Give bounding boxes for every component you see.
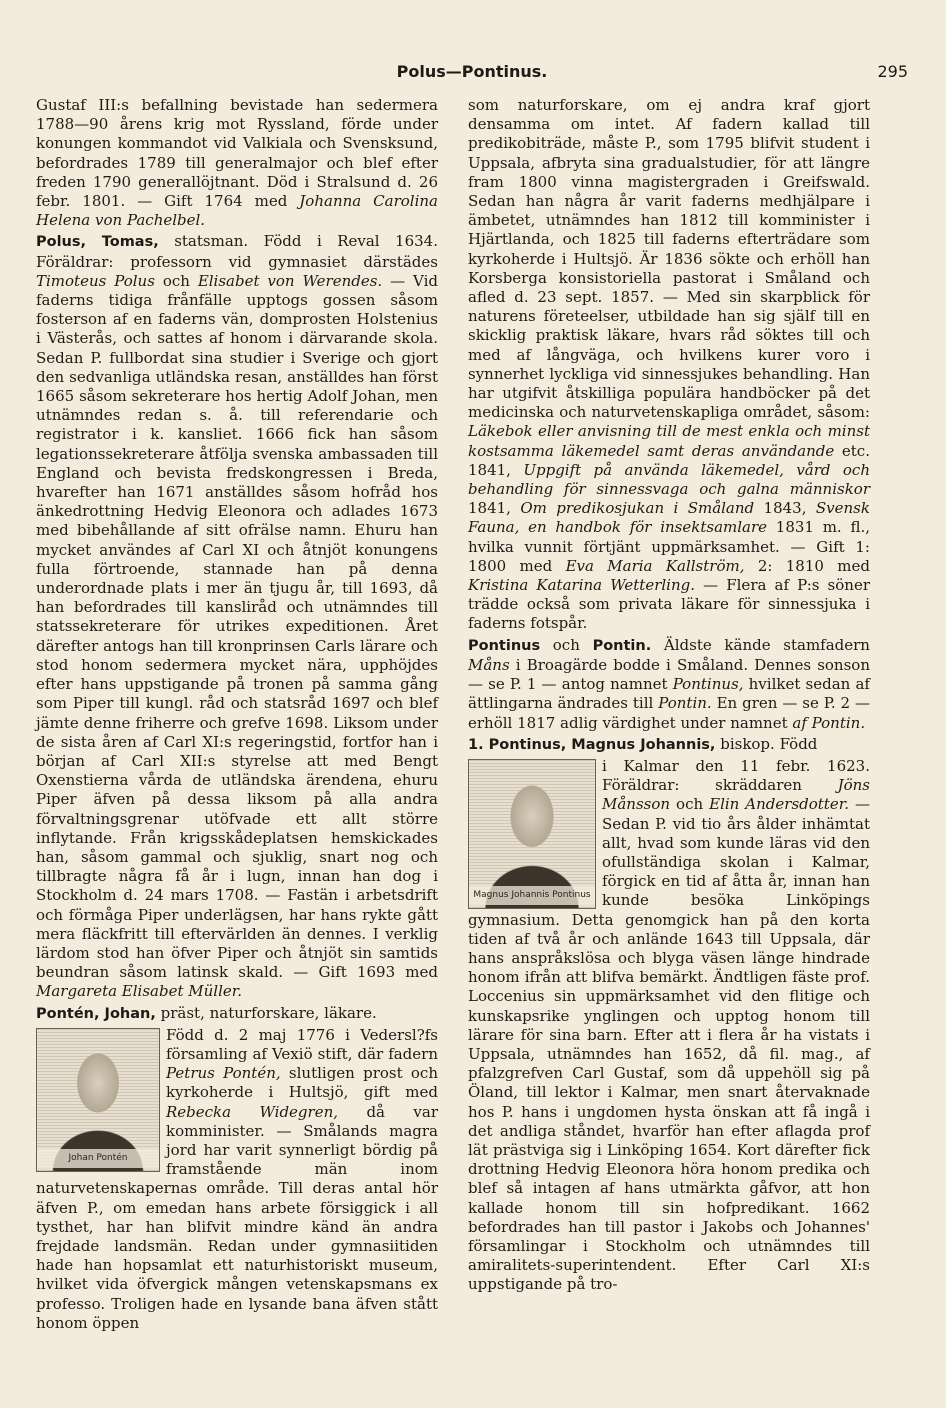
text-run: 1831 m. fl., hvilka vunnit förtjänt uppmärksamhet. — Gift 1: 1800 med (468, 518, 870, 575)
left-column (36, 96, 438, 1333)
text-run: 2: 1810 med (757, 556, 870, 575)
running-title: Polus—Pontinus. (396, 62, 548, 81)
text-run: hvilket sedan af ättlingarna ändrades till (468, 675, 870, 713)
name-italic: Jöns Månsson (602, 776, 870, 814)
name-italic: af Pontin. (792, 713, 866, 732)
entry-magnus-body (468, 757, 870, 1295)
entry-heading-tail: statsman. Född i Reval 1634. (174, 232, 438, 251)
text-run: och (162, 271, 190, 290)
entry-heading: Pontén, Johan, (36, 1005, 156, 1022)
text-run: och (676, 795, 704, 814)
entry-heading: Polus, Tomas, (36, 234, 159, 251)
name-italic: Elin Andersdotter. (709, 795, 850, 814)
portrait-image (36, 1028, 160, 1172)
name-italic: Timoteus Polus (36, 271, 155, 290)
text-run: Född d. 2 maj 1776 i Vedersl?fs församling af Vexiö stift, där fadern (166, 1025, 438, 1063)
entry-heading-tail: biskop. Född (720, 734, 818, 753)
name-italic: Pontin. (658, 694, 712, 713)
text-run: i Kalmar den 11 febr. 1623. Föräldrar: skräddaren (602, 756, 870, 795)
entry-polus (36, 232, 438, 1001)
running-head (36, 62, 908, 88)
entry-ponten-continued (468, 96, 870, 634)
text-run: — Sedan P. vid tio års ålder inhämtat allt, hvad som kunde läras vid den ofullständiga skolan i Kalmar, förgick en tid af åtta år, innan han kunde besöka Linköpings gymnasium. Detta genomgick han på den korta tiden af två år och anlände 1643 till Uppsala, där hans anspråkslösa och blyga väsen länge hindrade honom ifrån att blifva bemärkt. Ändtligen fäste prof. Loccenius sin uppmärksamhet vid den flitige och kunskapsrike ynglingen och upptog honom till lärare för sina barn. Efter att i flera år ha vistats i Uppsala, utnämndes han 1652, då fil. mag., af pfalzgrefven Carl Gustaf, som då uppehöll sig på Öland, till lektor i Kalmar, men snart återvaknade hos P. hans i ungdomen hysta önskan att få ingå i det andliga ståndet, hvarför han efter aflagda prof lät prästviga sig i Linköping 1654. Kort därefter fick drottning Hedvig Eleonora höra honom predika och blef så intagen af hans utmärkta gåfvor, att hon kallade honom till sin hofpredikant. 1662 befordrades han till pastor i Jakobs och Johannes' församlingar i Stockholm och utnämndes till amiralitets-superintendent. Efter Carl XI:s uppstigande på tro- (468, 795, 870, 1294)
entry-family (468, 636, 870, 733)
name-italic: Kristina Katarina Wetterling. (468, 576, 696, 595)
name-italic: Johanna Carolina Helena von Pachelbel. (36, 192, 438, 230)
text-run: som naturforskare, om ej andra kraf gjort densamma om intet. Af fadern kallad till predikobiträde, måste P., som 1795 blifvit student i Uppsala, afbryta sina gradualstudier, för att längre fram 1800 vinna magistergraden i Greifswald. Sedan han några år varit faderns medhjälpare i ämbetet, utnämndes han 1812 till komminister i Hjärtlanda, och 1825 till faderns efterträdare som kyrkoherde i Hultsjö. Är 1836 sökte och erhöll han Korsberga konsistoriella pastorat i Småland och afled d. 23 sept. 1857. — Med sin skarpblick för naturens företeelser, utbildade han sig själf till en skicklig praktisk läkare, hvars råd söktes till och med af långväga, och hvilkens kurer voro i synnerhet lyckliga vid sinnessjukes behandling. Han har utgifvit åtskilliga populära handböcker på det medicinska och naturvetenskapliga området, såsom: (468, 96, 870, 422)
text-run: etc. 1841, (468, 441, 870, 479)
portrait-caption: Magnus Johannis Pontinus (469, 886, 595, 905)
text-run: och (552, 635, 580, 654)
book-title: Uppgift på använda läkemedel, vård och behandling för sinnessvaga och galna människor (468, 460, 870, 499)
text-run: — Vid faderns tidiga frånfälle upptogs gossen såsom fosterson af en faderns vän, domprosten Holstenius i Västerås, och sattes af honom i därvarande skola. Sedan P. fullbordat sina studier i Sverige och gjort den sedvanliga utländska resan, anställdes han först 1665 såsom sekreterare hos hertig Adolf Johan, men utnämndes redan s. å. till referendarie och registrator i k. kansliet. 1666 fick han såsom legationssekreterare åtfölja svenska ambassaden till England och bevista fredskongressen i Breda, hvarefter han 1671 anställdes såsom hofråd hos änkedrottning Hedvig Eleonora och adlades 1673 med bibehållande af sitt ofrälse namn. Ehuru han mycket användes af Carl XI och åtnjöt konungens fulla förtroende, stannade han på denna underordnade plats i mer än tjugu år, till 1693, då han befordrades till kansliråd och utnämndes till statssekreterare för utrikes expeditionen. Året därefter antogs han till kronprinsen Carls lärare och stod honom sedermera mycket nära, upphöjdes efter hans uppstigande på tronen på samma gång som Piper till kungl. råd och statsråd 1697 och blef jämte denne friherre och grefve 1698. Liksom under de sista åren af Carl XI:s regeringstid, fortfor han i början af Carl XII:s styrelse att med Bengt Oxenstierna vårda de utländska ärendena, ehuru Piper äfven på dessa liksom på alla andra förvaltningsgrenar utöfvade ett allt större inflytande. Från krigsskådeplatsen hemskickades han, såsom gammal och sjuklig, snart nog och tillbragte några få år i lugn, innan han dog i Stockholm d. 24 mars 1708. — Fastän i arbetsdrift och förmåga Piper underlägsen, har hans rykte gått mera fläckfritt till eftervärlden än dennes. I verklig lärdom stod han öfver Piper och åtnjöt sin samtids beundran såsom latinsk skald. — Gift 1693 med (36, 271, 438, 982)
entry-magnus (468, 735, 870, 755)
entry-heading: Pontinus (468, 637, 541, 654)
entry-heading: 1. Pontinus, Magnus Johannis, (468, 736, 716, 753)
entry-heading-tail: präst, naturforskare, läkare. (160, 1003, 377, 1022)
name-italic: Måns (468, 655, 510, 674)
book-title: Svensk Fauna, en handbok för insektsamlare (468, 499, 870, 537)
text-run: Gustaf III:s befallning bevistade han sedermera 1788—90 årens krig mot Ryssland, förde under konungen kommandot vid Valkiala och Svensksund, befordrades 1789 till generalmajor och blef efter freden 1790 generallöjtnant. Död i Stralsund d. 26 febr. 1801. — Gift 1764 med (36, 96, 438, 211)
entry-gustaf-tail (36, 96, 438, 230)
name-italic: Margareta Elisabet Müller. (36, 982, 243, 1001)
book-title: Om predikosjukan i Småland (520, 499, 755, 518)
text-run: Äldste kände stamfadern (663, 635, 870, 654)
portrait-image (468, 759, 596, 909)
name-italic: Eva Maria Kallström, (565, 556, 745, 575)
text-run: 1841, (468, 499, 511, 518)
name-italic: Pontinus, (672, 675, 744, 694)
text-run: En gren — se P. 2 — erhöll 1817 adlig värdighet under namnet (468, 694, 870, 732)
text-run: då var komminister. — Smålands magra jord har varit synnerligt bördig på framstående män inom naturvetenskapernas område. Till deras antal hör äfven P., om emedan hans arbete försiggick i all tysthet, har han blifvit mindre känd än andra frejdade landsmän. Redan under gymnasiitiden hade han hopsamlat ett naturhistoriskt museum, hvilket vida öfvergick mången vetenskapsmans ex professo. Troligen hade en lysande bana äfven stått honom öppen (36, 1102, 438, 1332)
name-italic: Elisabet von Werendes. (197, 271, 383, 290)
entry-ponten (36, 1004, 438, 1024)
entry-ponten-body (36, 1026, 438, 1333)
text-run: — Flera af P:s söner trädde också som privata läkare för sinnessjuka i faderns fotspår. (468, 576, 870, 633)
portrait-caption: Johan Pontén (37, 1149, 159, 1168)
name-italic: Rebecka Widegren, (166, 1102, 339, 1121)
text-run: slutligen prost och kyrkoherde i Hultsjö, gift med (166, 1064, 438, 1102)
page (36, 62, 908, 1332)
text-run: Föräldrar: professorn vid gymnasiet därstädes (36, 252, 438, 271)
entry-heading: Pontin. (592, 637, 652, 654)
text-run: 1843, (763, 499, 807, 518)
book-title: Läkebok eller anvisning till de mest enkla och minst kostsamma läkemedel samt deras användande (468, 422, 870, 460)
right-column (468, 96, 870, 1295)
text-run: i Broagärde bodde i Småland. Dennes sonson — se P. 1 — antog namnet (468, 655, 870, 694)
name-italic: Petrus Pontén, (166, 1064, 281, 1083)
page-number: 295 (877, 62, 908, 81)
